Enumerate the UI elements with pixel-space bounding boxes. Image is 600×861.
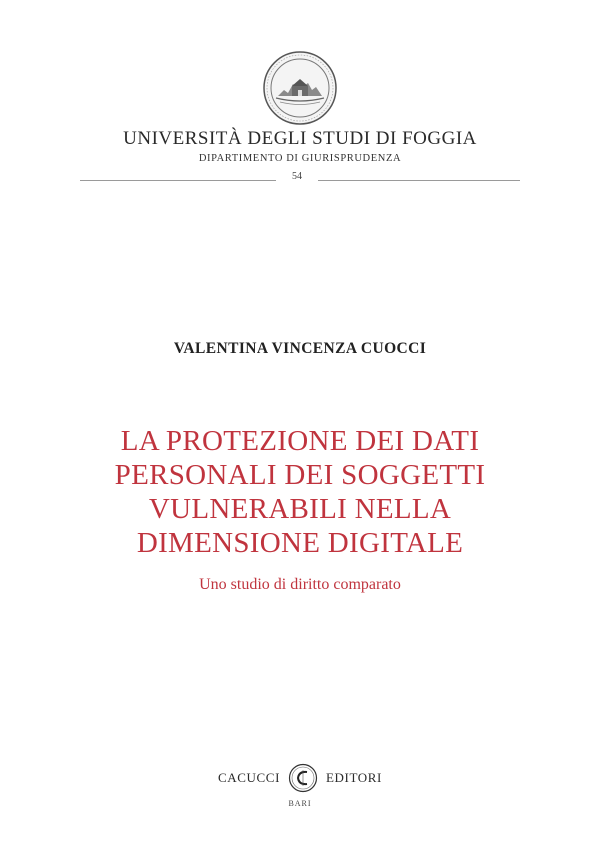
publisher-name-left: CACUCCI (218, 770, 281, 785)
book-subtitle: Uno studio di diritto comparato (199, 576, 401, 593)
university-name: UNIVERSITÀ DEGLI STUDI DI FOGGIA (123, 128, 477, 149)
title-line: DIMENSIONE DIGITALE (136, 527, 464, 559)
header-rule-right (318, 180, 520, 181)
publisher-city: BARI (288, 799, 312, 808)
title-line: LA PROTEZIONE DEI DATI (120, 425, 480, 457)
publisher-name-right: EDITORI (326, 770, 382, 785)
header-rule-left (80, 180, 276, 181)
author-name: VALENTINA VINCENZA CUOCCI (173, 340, 427, 357)
book-title (40, 424, 560, 560)
department-name: DIPARTIMENTO DI GIURISPRUDENZA (198, 153, 402, 164)
university-seal-icon (262, 50, 338, 126)
title-line: VULNERABILI NELLA (148, 493, 452, 525)
title-line: PERSONALI DEI SOGGETTI (114, 459, 486, 491)
publisher-logo (0, 763, 600, 793)
publisher-emblem-icon (288, 763, 318, 793)
series-number: 54 (292, 171, 302, 182)
